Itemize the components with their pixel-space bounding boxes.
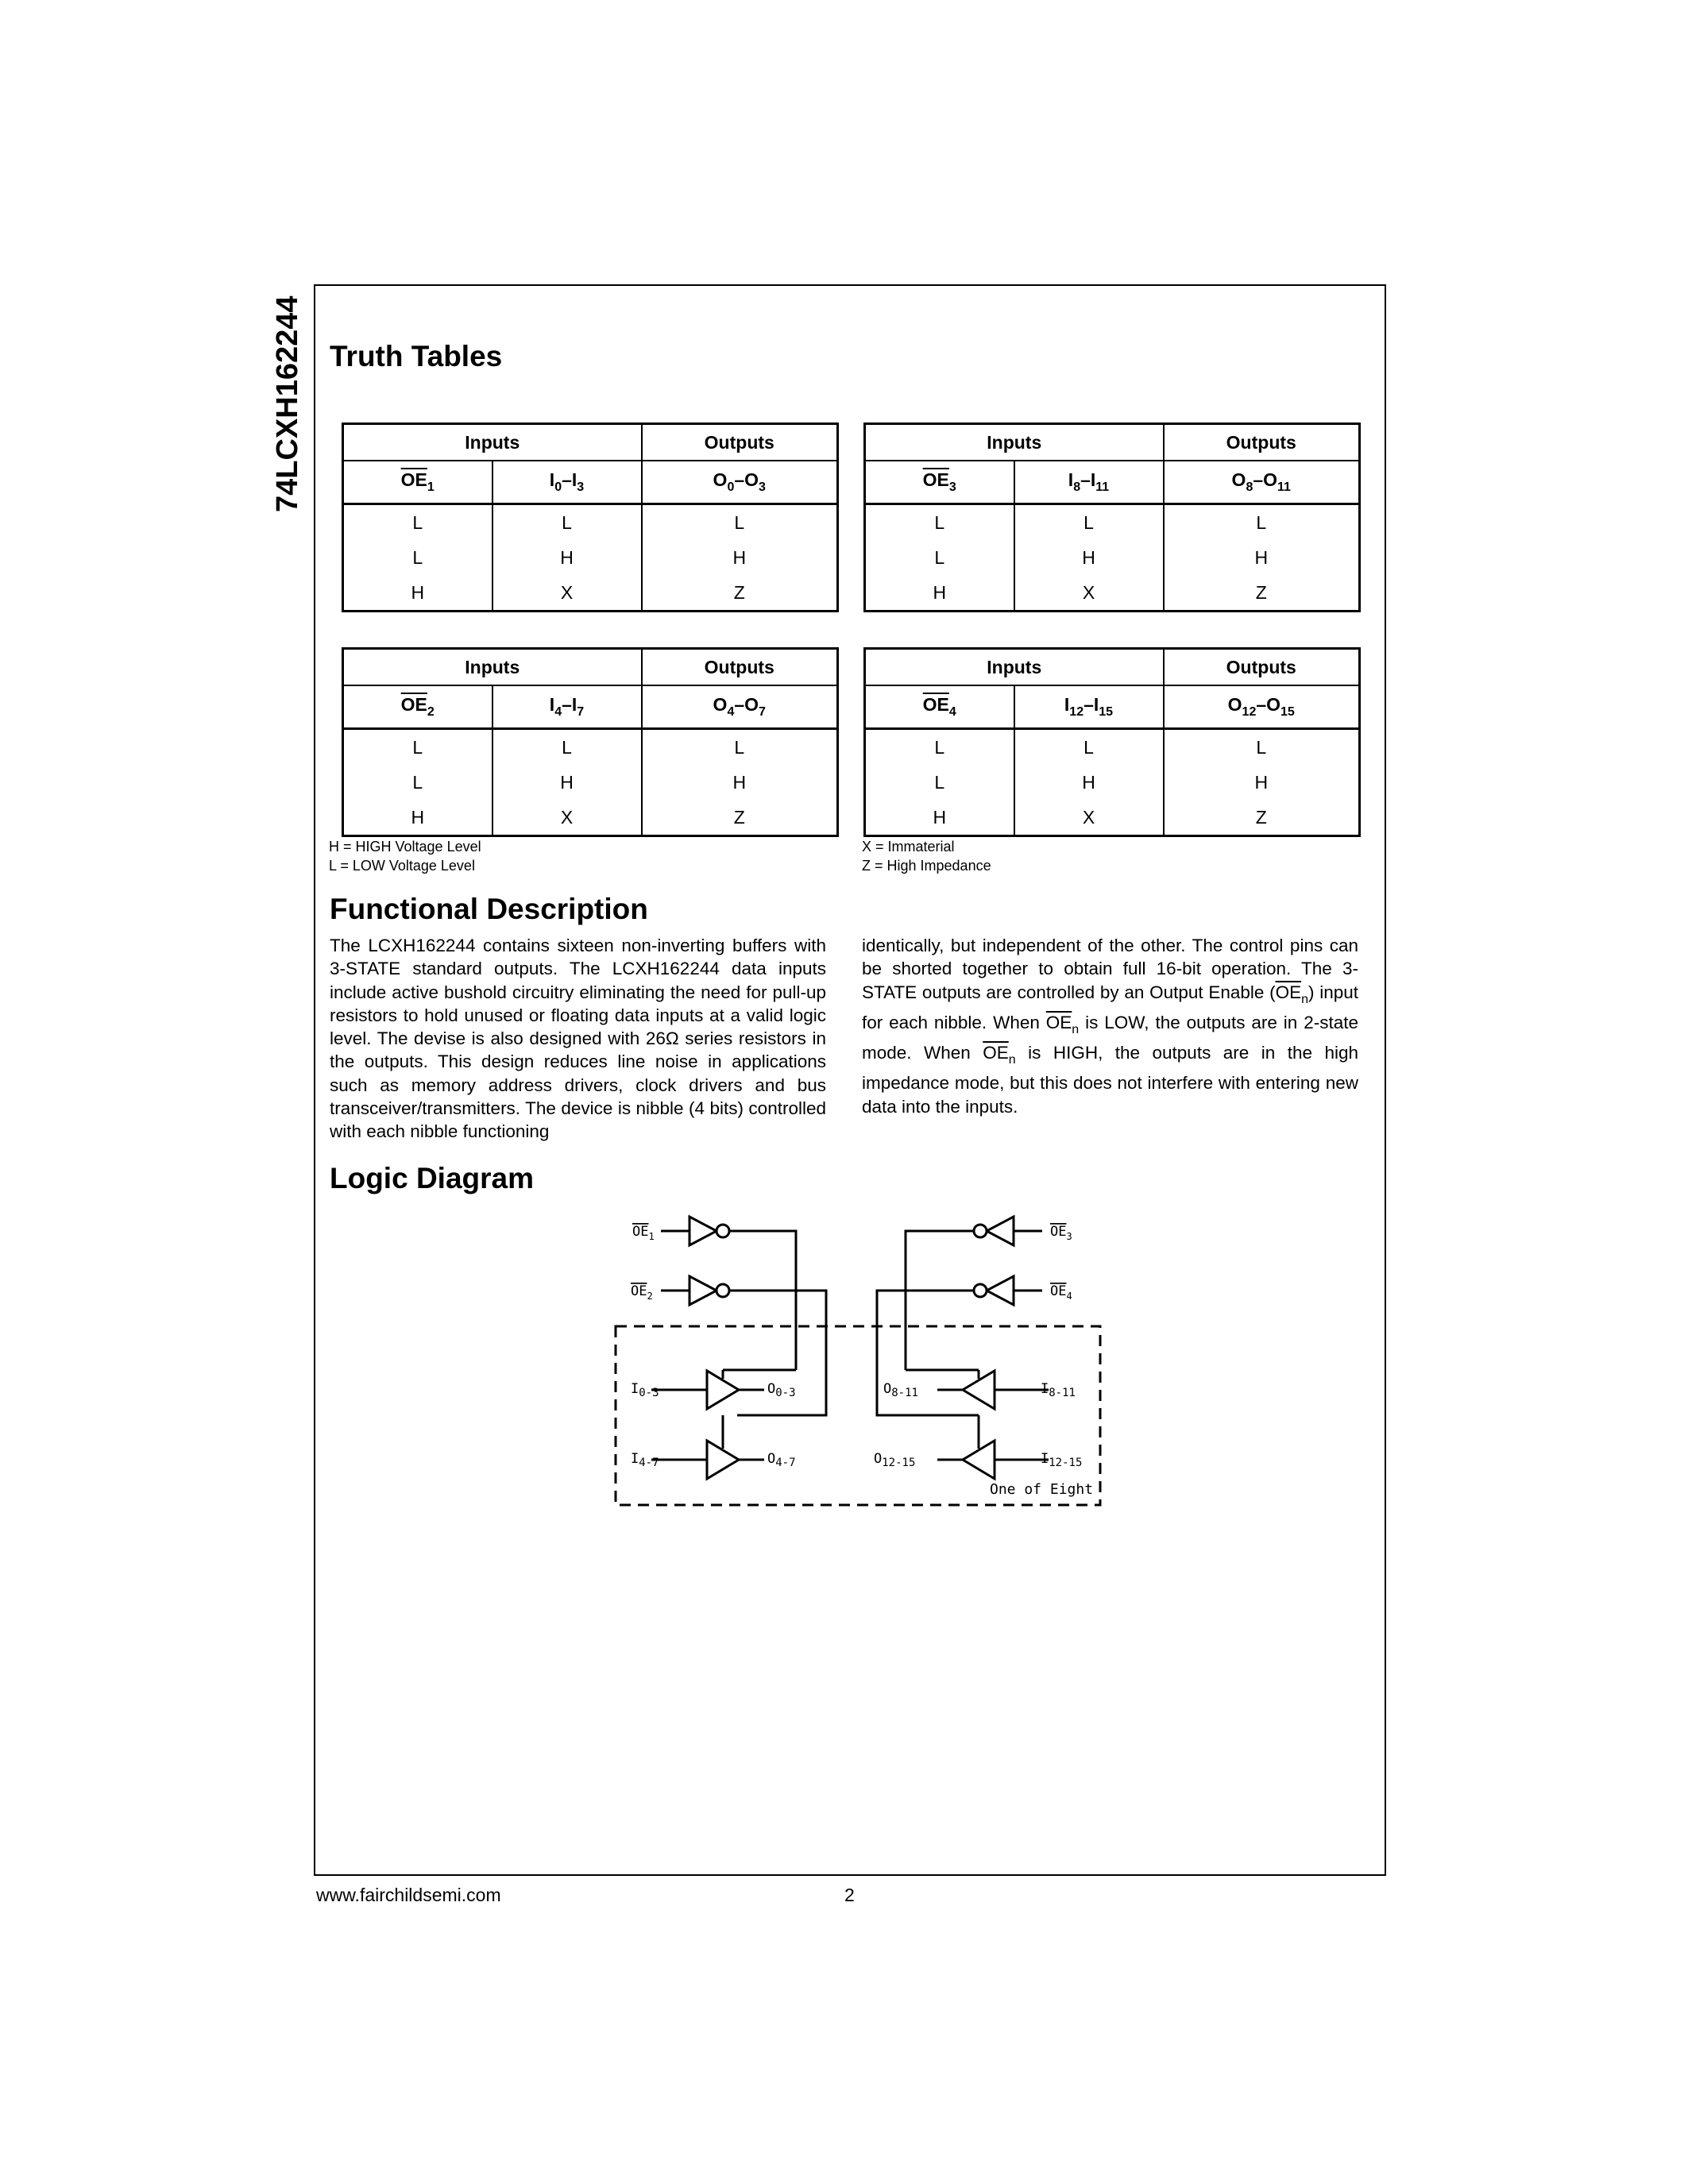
side-title: [270, 282, 308, 512]
oe3-inverter: [987, 1217, 1014, 1245]
oe-header: $\overline{OE}_1$: [343, 461, 492, 504]
table-row: L L L: [865, 729, 1360, 766]
oe-header: $\overline{OE}_2$: [343, 685, 492, 729]
label-o8-11: $O_{8-11}$: [883, 1381, 918, 1399]
footer-url: www.fairchildsemi.com: [316, 1885, 501, 1905]
logic-diagram: [612, 1199, 1104, 1517]
inputs-header: Inputs: [343, 424, 642, 461]
input-range-header: $I_4-I_7$: [492, 685, 642, 729]
table-row: H X Z: [865, 575, 1360, 612]
oe4-inverter: [987, 1276, 1014, 1305]
oe1-inverter: [689, 1217, 717, 1245]
table-row: H X Z: [343, 575, 838, 612]
table-row: L H H: [343, 540, 838, 575]
label-oe3: $OE_3$: [1050, 1224, 1072, 1242]
table-row: L H H: [865, 765, 1360, 800]
outputs-header: Outputs: [1164, 424, 1360, 461]
oe-header: $\overline{OE}_4$: [865, 685, 1014, 729]
page-number: 2: [844, 1885, 855, 1905]
table-row: L L L: [343, 729, 838, 766]
one-of-eight-box: [616, 1326, 1100, 1505]
output-range-header: $O_8-O_{11}$: [1164, 461, 1360, 504]
truth-tables-heading: Truth Tables: [330, 340, 503, 372]
oe-header: $\overline{OE}_3$: [865, 461, 1014, 504]
label-o12-15: $O_{12-15}$: [874, 1451, 916, 1469]
note-low: L = LOW Voltage Level: [329, 858, 475, 874]
outputs-header: Outputs: [642, 424, 838, 461]
label-one-of-eight: One of Eight: [990, 1481, 1094, 1498]
label-i4-7: $I_{4-7}$: [631, 1451, 659, 1469]
truth-table-3: [342, 647, 839, 837]
side-title-text: 74LCXH162244: [271, 295, 304, 512]
table-row: H X Z: [865, 800, 1360, 836]
label-o4-7: $O_{4-7}$: [767, 1451, 796, 1469]
legend-right: [862, 837, 991, 875]
table-row: L L L: [865, 504, 1360, 541]
output-range-header: $O_{12}-O_{15}$: [1164, 685, 1360, 729]
functional-text-col2: identically, but independent of the other. The control pins can be shorted together to obtain full 16-bit operation. The 3-STATE outputs are controlled by an Output Enable $(\overline{OE}_n)$ input for each nibble. When $\overline{OE}_n$ is LOW, the outputs are in 2-state mode. When $\overline{OE}_n$ is HIGH, the outputs are in the high impedance mode, but this does not interfere with entering new data into the inputs.: [862, 936, 1358, 1117]
truth-table-4: [863, 647, 1361, 837]
label-i8-11: $I_{8-11}$: [1041, 1381, 1076, 1399]
label-oe2: $OE_2$: [631, 1283, 653, 1302]
label-i12-15: $I_{12-15}$: [1041, 1451, 1083, 1469]
output-range-header: $O_0-O_3$: [642, 461, 838, 504]
truth-table-1: [342, 423, 839, 612]
table-row: L H H: [343, 765, 838, 800]
outputs-header: Outputs: [1164, 649, 1360, 686]
note-high: H = HIGH Voltage Level: [329, 839, 481, 855]
oe3-enable-line: [906, 1231, 974, 1370]
inputs-header: Inputs: [343, 649, 642, 686]
inputs-header: Inputs: [865, 649, 1164, 686]
table-row: H X Z: [343, 800, 838, 836]
logic-diagram-heading: Logic Diagram: [330, 1162, 534, 1194]
note-immaterial: X = Immaterial: [862, 839, 955, 855]
oe1-enable-line: [729, 1231, 796, 1370]
label-oe4: $OE_4$: [1050, 1283, 1072, 1302]
table-row: L H H: [865, 540, 1360, 575]
legend-left: [329, 837, 481, 875]
truth-table-2: [863, 423, 1361, 612]
oe2-inverter: [689, 1276, 717, 1305]
inputs-header: Inputs: [865, 424, 1164, 461]
functional-description-heading: Functional Description: [330, 893, 648, 925]
functional-text-col1: The LCXH162244 contains sixteen non-inverting buffers with 3-STATE standard outputs. The LCXH162244 data inputs include active bushold circuitry eliminating the need for pull-up resistors to hold unused or floating data inputs at a valid logic level. The devise is also designed with 26Ω series resistors in the outputs. This design reduces line noise in applications such as memory address drivers, clock drivers and bus transceiver/transmitters. The device is nibble (4 bits) controlled with each nibble functioning: [330, 936, 826, 1142]
outputs-header: Outputs: [642, 649, 838, 686]
input-range-header: $I_{12}-I_{15}$: [1014, 685, 1164, 729]
label-i0-3: $I_{0-3}$: [631, 1381, 659, 1399]
input-range-header: $I_0-I_3$: [492, 461, 642, 504]
table-row: L L L: [343, 504, 838, 541]
note-high-impedance: Z = High Impedance: [862, 858, 991, 874]
label-oe1: $OE_1$: [632, 1224, 655, 1242]
output-range-header: $O_4-O_7$: [642, 685, 838, 729]
input-range-header: $I_8-I_{11}$: [1014, 461, 1164, 504]
label-o0-3: $O_{0-3}$: [767, 1381, 796, 1399]
